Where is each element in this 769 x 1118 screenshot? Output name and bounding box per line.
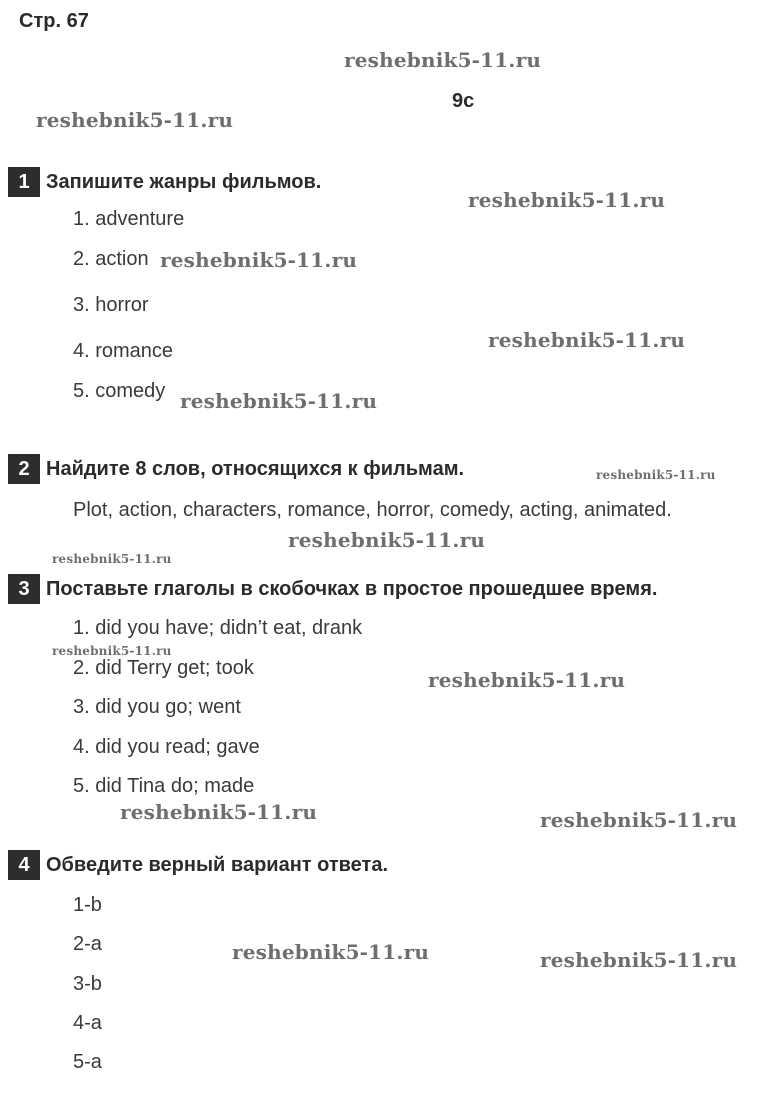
watermark: reshebnik5-11.ru [232,940,430,964]
section-number-badge: 3 [8,574,40,604]
section-2-header [8,454,464,484]
answer-line: 3. did you go; went [73,696,241,718]
answer-line: 5. comedy [73,380,166,402]
answer-line: 1-b [73,894,102,916]
section-title: Обведите верный вариант ответа. [46,853,389,876]
watermark: reshebnik5-11.ru [52,644,172,658]
watermark: reshebnik5-11.ru [540,808,738,832]
section-title: Найдите 8 слов, относящихся к фильмам. [46,457,465,480]
section-title: Поставьте глаголы в скобочках в простое прошедшее время. [46,577,658,600]
answer-line: 4. romance [73,340,174,362]
answer-line: 2-a [73,933,102,955]
section-number-badge: 4 [8,850,40,880]
answer-line: 4. did you read; gave [73,736,260,758]
watermark: reshebnik5-11.ru [288,528,486,552]
answer-line: 5. did Tina do; made [73,775,255,797]
section-title: Запишите жанры фильмов. [46,170,322,193]
section-number-badge: 1 [8,167,40,197]
section-3-header [8,574,657,604]
page-number: Стр. 67 [19,10,89,32]
answer-line: Plot, action, characters, romance, horror, comedy, acting, animated. [73,499,672,521]
watermark: reshebnik5-11.ru [596,468,716,482]
watermark: reshebnik5-11.ru [120,800,318,824]
watermark: reshebnik5-11.ru [180,389,378,413]
watermark: reshebnik5-11.ru [160,248,358,272]
answer-line: 1. adventure [73,208,185,230]
answer-line: 2. did Terry get; took [73,657,254,679]
watermark: reshebnik5-11.ru [36,108,234,132]
watermark: reshebnik5-11.ru [52,552,172,566]
watermark: reshebnik5-11.ru [428,668,626,692]
watermark: reshebnik5-11.ru [488,328,686,352]
answer-line: 1. did you have; didn’t eat, drank [73,617,363,639]
section-number-badge: 2 [8,454,40,484]
section-4-header [8,850,388,880]
answer-line: 3-b [73,973,102,995]
answer-line: 4-a [73,1012,102,1034]
watermark: reshebnik5-11.ru [468,188,666,212]
unit-label: 9c [452,90,475,112]
answer-line: 2. action [73,248,149,270]
watermark: reshebnik5-11.ru [540,948,738,972]
answer-line: 5-a [73,1051,102,1073]
section-1-header [8,167,321,197]
watermark: reshebnik5-11.ru [344,48,542,72]
answer-line: 3. horror [73,294,149,316]
